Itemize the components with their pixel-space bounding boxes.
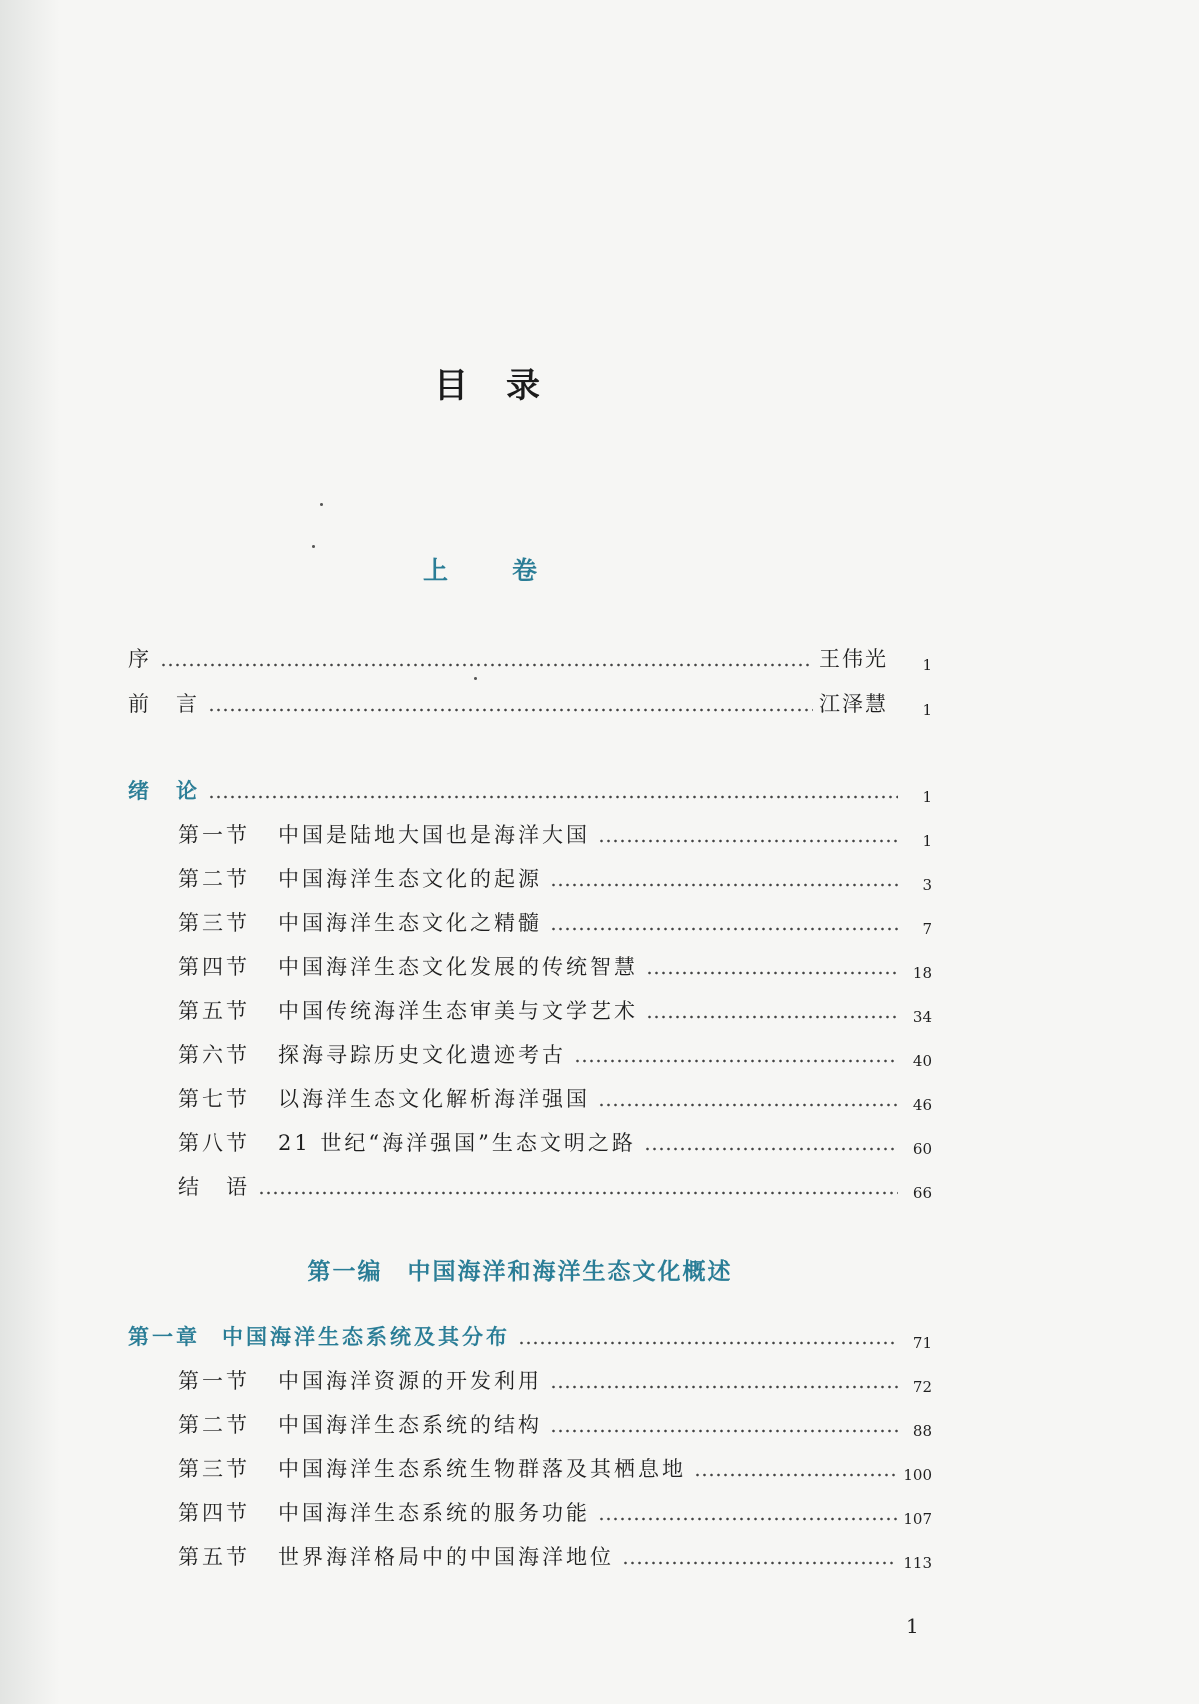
section-title: 中国是陆地大国也是海洋大国	[278, 823, 590, 847]
entry-page: 1	[922, 832, 932, 850]
part-heading: 第一编 中国海洋和海洋生态文化概述	[307, 1258, 733, 1285]
toc-entry-intro-section-3[interactable]	[178, 907, 932, 941]
toc-entry-ch1-section-4[interactable]	[178, 1497, 932, 1531]
entry-page: 46	[912, 1096, 932, 1114]
section-label: 第八节	[178, 1131, 250, 1155]
entry-page: 71	[912, 1334, 932, 1352]
section-label: 第五节	[178, 999, 250, 1023]
entry-label: 序	[128, 647, 152, 671]
entry-page: 7	[922, 920, 932, 938]
toc-entry-intro-section-2[interactable]	[178, 863, 932, 897]
scan-speck	[474, 677, 477, 680]
section-title: 中国海洋生态文化发展的传统智慧	[278, 955, 638, 979]
toc-entry-intro-section-5[interactable]	[178, 995, 932, 1029]
scan-speck	[312, 545, 315, 548]
leader-dots	[550, 883, 898, 887]
leader-dots	[644, 1147, 898, 1151]
section-label: 第五节	[178, 1545, 250, 1569]
toc-entry-ch1-section-2[interactable]	[178, 1409, 932, 1443]
section-title: 中国海洋生态系统的结构	[278, 1413, 542, 1437]
leader-dots	[574, 1059, 898, 1063]
entry-page: 72	[912, 1378, 932, 1396]
section-label: 第六节	[178, 1043, 250, 1067]
leader-dots	[208, 795, 898, 799]
leader-dots	[622, 1561, 897, 1565]
section-label: 第一节	[178, 1369, 250, 1393]
section-label: 结 语	[178, 1175, 250, 1199]
section-title: 中国海洋生态文化之精髓	[278, 911, 542, 935]
entry-label: 前 言	[128, 692, 200, 716]
entry-page: 60	[912, 1140, 932, 1158]
page-number: 1	[906, 1614, 919, 1638]
leader-dots	[550, 927, 898, 931]
section-label: 第四节	[178, 1501, 250, 1525]
leader-dots	[646, 1015, 898, 1019]
section-title: 世界海洋格局中的中国海洋地位	[278, 1545, 614, 1569]
entry-page: 113	[903, 1554, 932, 1572]
section-label: 第二节	[178, 867, 250, 891]
entry-author: 江泽慧	[819, 692, 888, 716]
gutter-shadow	[0, 0, 60, 1704]
entry-page: 3	[922, 876, 932, 894]
entry-page: 100	[903, 1466, 932, 1484]
section-label: 第七节	[178, 1087, 250, 1111]
leader-dots	[598, 839, 898, 843]
toc-entry-ch1-section-1[interactable]	[178, 1365, 932, 1399]
section-title: 中国海洋资源的开发利用	[278, 1369, 542, 1393]
leader-dots	[208, 708, 813, 712]
toc-entry-intro-section-8[interactable]	[178, 1127, 932, 1161]
leader-dots	[258, 1191, 898, 1195]
toc-entry-chapter-1[interactable]	[128, 1321, 932, 1355]
entry-page: 88	[912, 1422, 932, 1440]
section-title: 探海寻踪历史文化遗迹考古	[278, 1043, 566, 1067]
page-title: 目录	[434, 366, 578, 406]
entry-page: 66	[912, 1184, 932, 1202]
leader-dots	[694, 1473, 897, 1477]
scan-speck	[320, 503, 323, 506]
leader-dots	[646, 971, 898, 975]
section-title: 中国海洋生态系统的服务功能	[278, 1501, 590, 1525]
toc-entry-intro-section-6[interactable]	[178, 1039, 932, 1073]
toc-entry-ch1-section-5[interactable]	[178, 1541, 932, 1575]
toc-entry-intro-conclusion[interactable]	[178, 1171, 932, 1205]
toc-entry-foreword[interactable]	[128, 688, 932, 722]
toc-entry-intro-section-1[interactable]	[178, 819, 932, 853]
leader-dots	[598, 1517, 897, 1521]
section-label: 第一节	[178, 823, 250, 847]
entry-page: 107	[903, 1510, 932, 1528]
entry-page: 18	[912, 964, 932, 982]
toc-entry-intro-section-4[interactable]	[178, 951, 932, 985]
section-title: 中国传统海洋生态审美与文学艺术	[278, 999, 638, 1023]
toc-entry-preface[interactable]	[128, 643, 932, 677]
toc-entry-ch1-section-3[interactable]	[178, 1453, 932, 1487]
entry-page: 1	[922, 701, 932, 719]
section-label: 第四节	[178, 955, 250, 979]
section-title: 21 世纪“海洋强国”生态文明之路	[278, 1131, 636, 1155]
section-label: 第二节	[178, 1413, 250, 1437]
entry-page: 1	[922, 656, 932, 674]
volume-heading: 上卷	[422, 556, 601, 585]
entry-page: 40	[912, 1052, 932, 1070]
leader-dots	[550, 1429, 898, 1433]
section-title: 中国海洋生态系统生物群落及其栖息地	[278, 1457, 686, 1481]
section-title: 中国海洋生态文化的起源	[278, 867, 542, 891]
entry-author: 王伟光	[819, 647, 888, 671]
leader-dots	[518, 1341, 898, 1345]
chapter-label: 第一章	[128, 1324, 200, 1349]
entry-label: 绪 论	[128, 778, 200, 803]
leader-dots	[550, 1385, 898, 1389]
leader-dots	[598, 1103, 898, 1107]
chapter-title: 中国海洋生态系统及其分布	[222, 1324, 510, 1349]
entry-page: 1	[922, 788, 932, 806]
entry-page: 34	[912, 1008, 932, 1026]
section-title: 以海洋生态文化解析海洋强国	[278, 1087, 590, 1111]
toc-entry-intro-section-7[interactable]	[178, 1083, 932, 1117]
section-label: 第三节	[178, 911, 250, 935]
leader-dots	[160, 663, 813, 667]
toc-entry-intro[interactable]	[128, 775, 932, 809]
section-label: 第三节	[178, 1457, 250, 1481]
